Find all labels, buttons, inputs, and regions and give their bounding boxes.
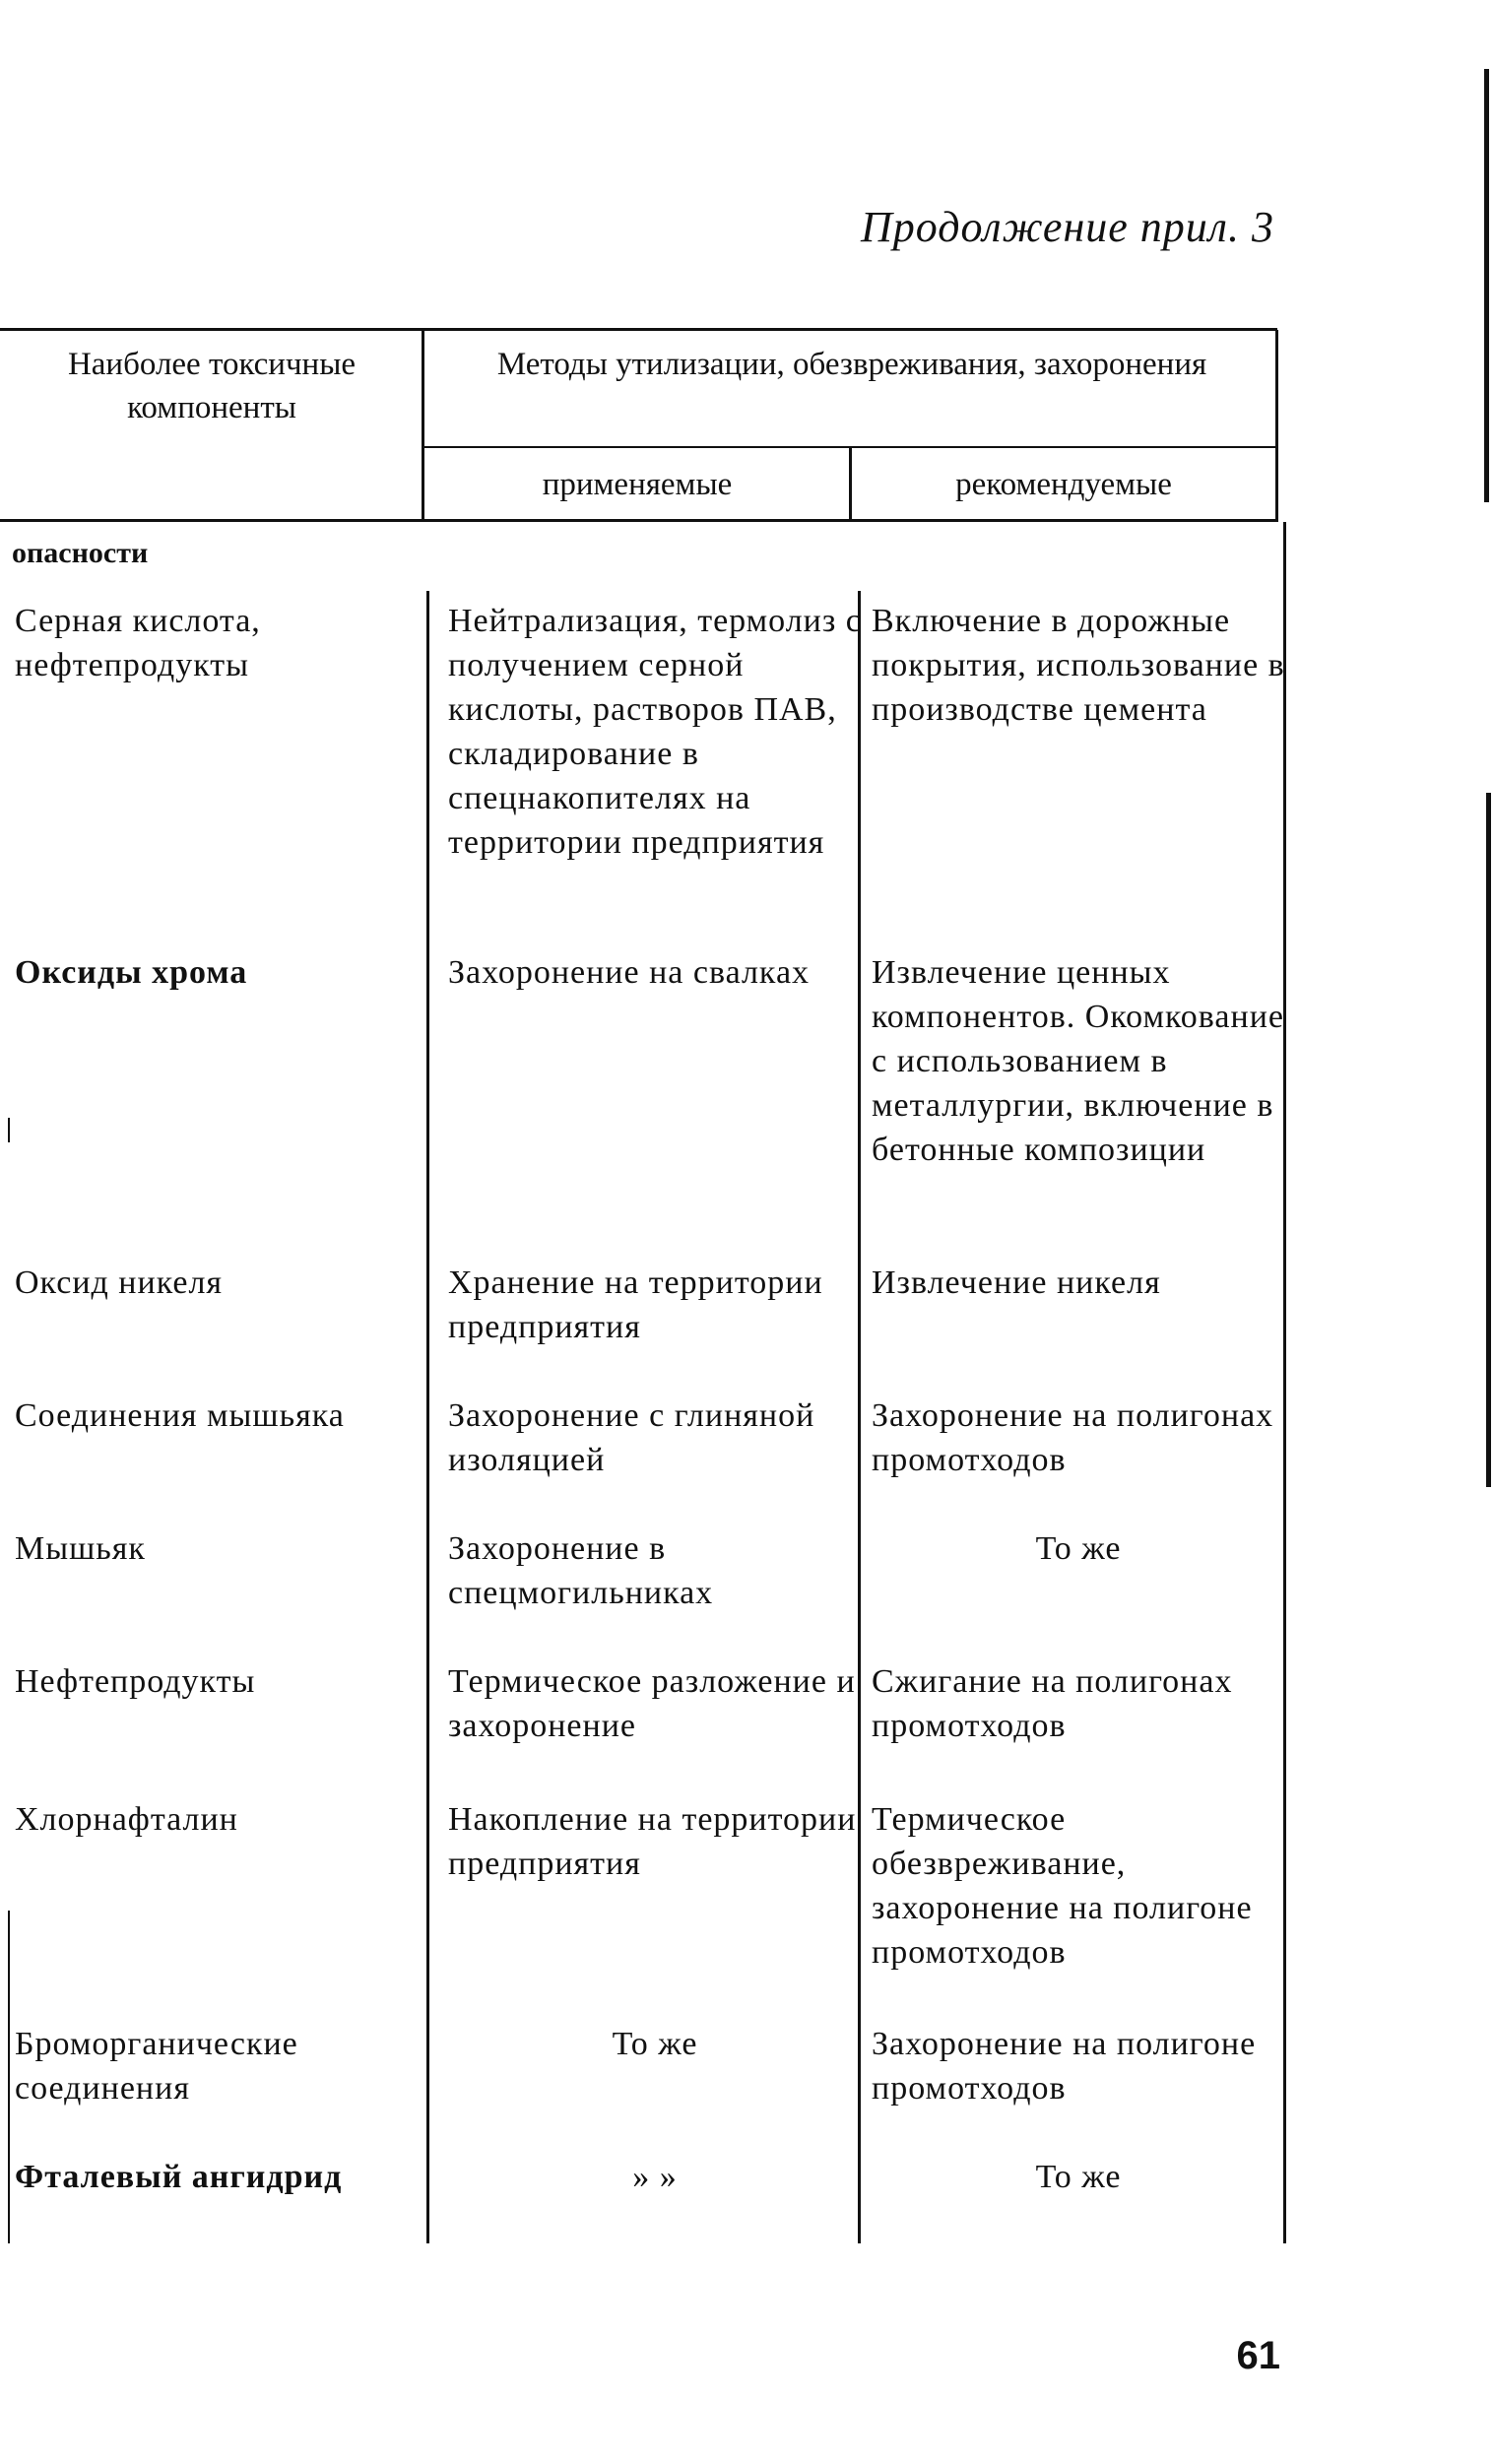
header-applied: применяемые: [542, 467, 733, 502]
table-cell-component: Оксид никеля: [15, 1264, 224, 1301]
continuation-caption: Продолжение прил. 3: [861, 203, 1274, 251]
header-components: Наиболее токсичные компоненты: [67, 347, 357, 425]
table-cell-component: Оксиды хрома: [15, 954, 248, 991]
table-cell-applied: Хранение на территории предприятия: [448, 1264, 823, 1345]
header-recommended: рекомендуемые: [955, 467, 1172, 502]
table-cell-recommended: Захоронение на полигонах промотходов: [872, 1397, 1274, 1478]
table-cell-applied: Захоронение с глиняной изоляцией: [448, 1397, 815, 1478]
table-cell-applied: » »: [632, 2159, 678, 2195]
table-cell-applied: Нейтрализация, термолиз с получением серной кислоты, растворов ПАВ, складирование в спецнакопителях на территории предприятия: [448, 603, 862, 861]
table-cell-recommended: Захоронение на полигоне промотходов: [872, 2026, 1257, 2107]
table-cell-recommended: То же: [1035, 1530, 1122, 1567]
table-cell-component: Фталевый ангидрид: [15, 2159, 343, 2195]
table-cell-applied: То же: [612, 2026, 698, 2062]
left-edge-rule: [8, 1911, 10, 2243]
page-number: 61: [1236, 2334, 1280, 2377]
table-cell-component: Хлорнафталин: [15, 1801, 238, 1838]
table-cell-recommended: Извлечение ценных компонентов. Окомкование с использованием в металлургии, включение в бетонные композиции: [872, 954, 1284, 1168]
page-edge-mark: [1486, 793, 1491, 1487]
column-divider: [1275, 330, 1278, 522]
table-top-rule: [0, 328, 1277, 331]
column-divider: [426, 591, 429, 2243]
table-cell-component: Броморганические соединения: [15, 2026, 298, 2107]
table-cell-applied: Накопление на территории предприятия: [448, 1801, 857, 1882]
section-label: опасности: [12, 537, 149, 569]
table-cell-applied: Захоронение в спецмогильниках: [448, 1530, 714, 1611]
column-divider: [1283, 522, 1286, 2243]
page-edge-mark: [1484, 69, 1489, 502]
table-cell-component: Серная кислота, нефтепродукты: [15, 603, 261, 683]
column-divider: [422, 330, 424, 522]
table-cell-recommended: Сжигание на полигонах промотходов: [872, 1663, 1233, 1744]
table-cell-component: Соединения мышьяка: [15, 1397, 345, 1434]
header-methods: Методы утилизации, обезвреживания, захоронения: [496, 347, 1207, 382]
table-cell-recommended: Термическое обезвреживание, захоронение на полигоне промотходов: [872, 1801, 1253, 1971]
left-edge-rule: [8, 1118, 10, 1142]
table-cell-component: Нефтепродукты: [15, 1663, 256, 1700]
table-cell-recommended: Извлечение никеля: [872, 1264, 1161, 1301]
table-cell-component: Мышьяк: [15, 1530, 146, 1567]
header-bottom-rule: [0, 519, 1277, 522]
table-cell-recommended: То же: [1035, 2159, 1122, 2195]
table-cell-applied: Захоронение на свалках: [448, 954, 811, 991]
table-cell-applied: Термическое разложение и захоронение: [448, 1663, 856, 1744]
table-cell-recommended: Включение в дорожные покрытия, использование в производстве цемента: [872, 603, 1285, 728]
